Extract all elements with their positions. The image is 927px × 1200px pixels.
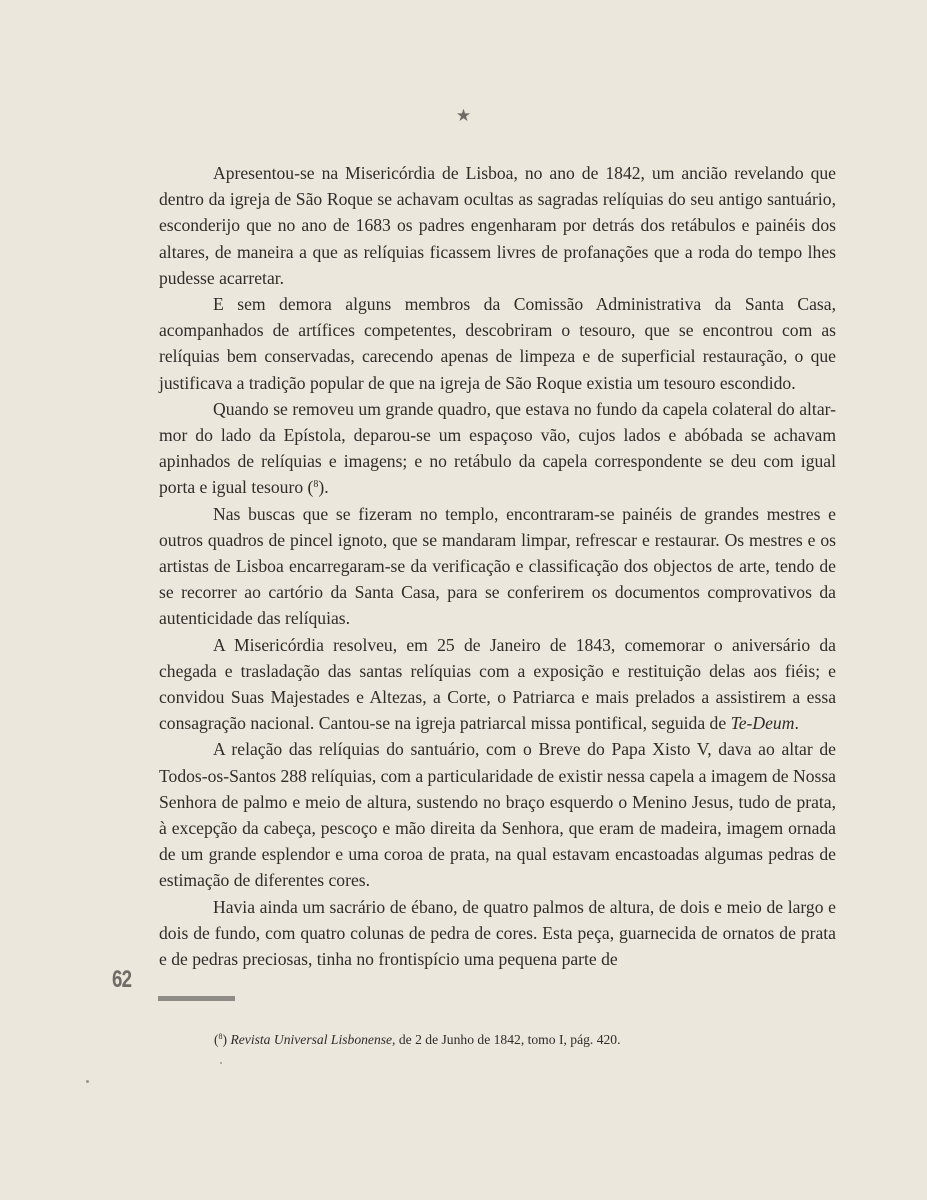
paragraph-3 xyxy=(159,396,836,501)
footnote-close-paren: ) xyxy=(222,1032,228,1047)
paragraph-5-text: A Misericórdia resolveu, em 25 de Janeiro de 1843, comemorar o aniversário da chegada e trasladação das santas relíquias com a exposição e restituição delas aos fiéis; e convidou Suas Majestades e Altezas, a Corte, o Patriarca e mais prelados a assistirem a essa consagração nacional. Cantou-se na igreja patriarcal missa pontifical, seguida de xyxy=(159,634,836,734)
paper-speck xyxy=(220,1062,222,1064)
paragraph-3-text: Quando se removeu um grande quadro, que estava no fundo da capela colateral do altar-mor do lado da Epístola, deparou-se um espaçoso vão, cujos lados e abóbada se achavam apinhados de relíquias e imagens; e no retábulo da capela correspondente se deu com igual porta e igual tesouro ( xyxy=(159,398,836,498)
paragraph-4 xyxy=(159,501,836,632)
te-deum-italic: Te-Deum xyxy=(730,713,795,734)
body-text xyxy=(159,160,836,972)
star-ornament-icon: ★ xyxy=(455,106,472,126)
footnote-reference: 8 xyxy=(313,479,319,491)
paragraph-2-text: E sem demora alguns membros da Comissão Administrativa da Santa Casa, acompanhados de artífices competentes, descobriram o tesouro, que se encontrou com as relíquias bem conservadas, carecendo apenas de limpeza e de superficial restauração, o que justificava a tradição popular de que na igreja de São Roque existia um tesouro escondido. xyxy=(159,294,836,393)
paper-speck xyxy=(86,1080,89,1083)
paragraph-1-text: Apresentou-se na Misericórdia de Lisboa, no ano de 1842, um ancião revelando que dentro da igreja de São Roque se achavam ocultas as sagradas relíquias do seu antigo santuário, esconderijo que no ano de 1683 os padres engenharam por detrás dos retábulos e painéis dos altares, de maneira a que as relíquias ficassem livres de profanações que a roda do tempo lhes pudesse acarretar. xyxy=(159,163,836,288)
paragraph-2 xyxy=(159,291,836,396)
paragraph-5 xyxy=(159,632,836,737)
paragraph-5-end: . xyxy=(794,713,799,734)
paragraph-6-text: A relação das relíquias do santuário, com o Breve do Papa Xisto V, dava ao altar de Todos-os-Santos 288 relíquias, com a particularidade de existir nessa capela a imagem de Nossa Senhora de palmo e meio de altura, sustendo no braço esquerdo o Menino Jesus, tudo de prata, à excepção da cabeça, pescoço e mão direita da Senhora, que eram de madeira, imagem ornada de um grande esplendor e uma coroa de prata, na qual estavam encastoadas algumas pedras de estimação de diferentes cores. xyxy=(159,739,836,891)
footnote-marker: 8 xyxy=(218,1032,223,1041)
paragraph-1 xyxy=(159,160,836,291)
footnote xyxy=(214,1031,774,1049)
paragraph-3-end: ). xyxy=(318,477,329,498)
paragraph-4-text: Nas buscas que se fizeram no templo, encontraram-se painéis de grandes mestres e outros quadros de pincel ignoto, que se mandaram limpar, refrescar e restaurar. Os mestres e os artistas de Lisboa encarregaram-se da verificação e classificação dos objectos de arte, tendo de se recorrer ao cartório da Santa Casa, para se conferirem os documentos comprovativos da autenticidade das relíquias. xyxy=(159,503,836,629)
paragraph-6 xyxy=(159,736,836,893)
footnote-rule xyxy=(158,996,235,1001)
footnote-text: de 2 de Junho de 1842, tomo I, pág. 420. xyxy=(395,1032,621,1047)
footnote-title: Revista Universal Lisbonense, xyxy=(230,1032,396,1047)
footnote-open-paren: ( xyxy=(214,1032,219,1047)
paragraph-7 xyxy=(159,894,836,973)
paragraph-7-text: Havia ainda um sacrário de ébano, de quatro palmos de altura, de dois e meio de largo e dois de fundo, com quatro colunas de pedra de cores. Esta peça, guarnecida de ornatos de prata e de pedras preciosas, tinha no frontispício uma pequena parte de xyxy=(159,896,836,970)
page-number: 62 xyxy=(112,966,132,993)
